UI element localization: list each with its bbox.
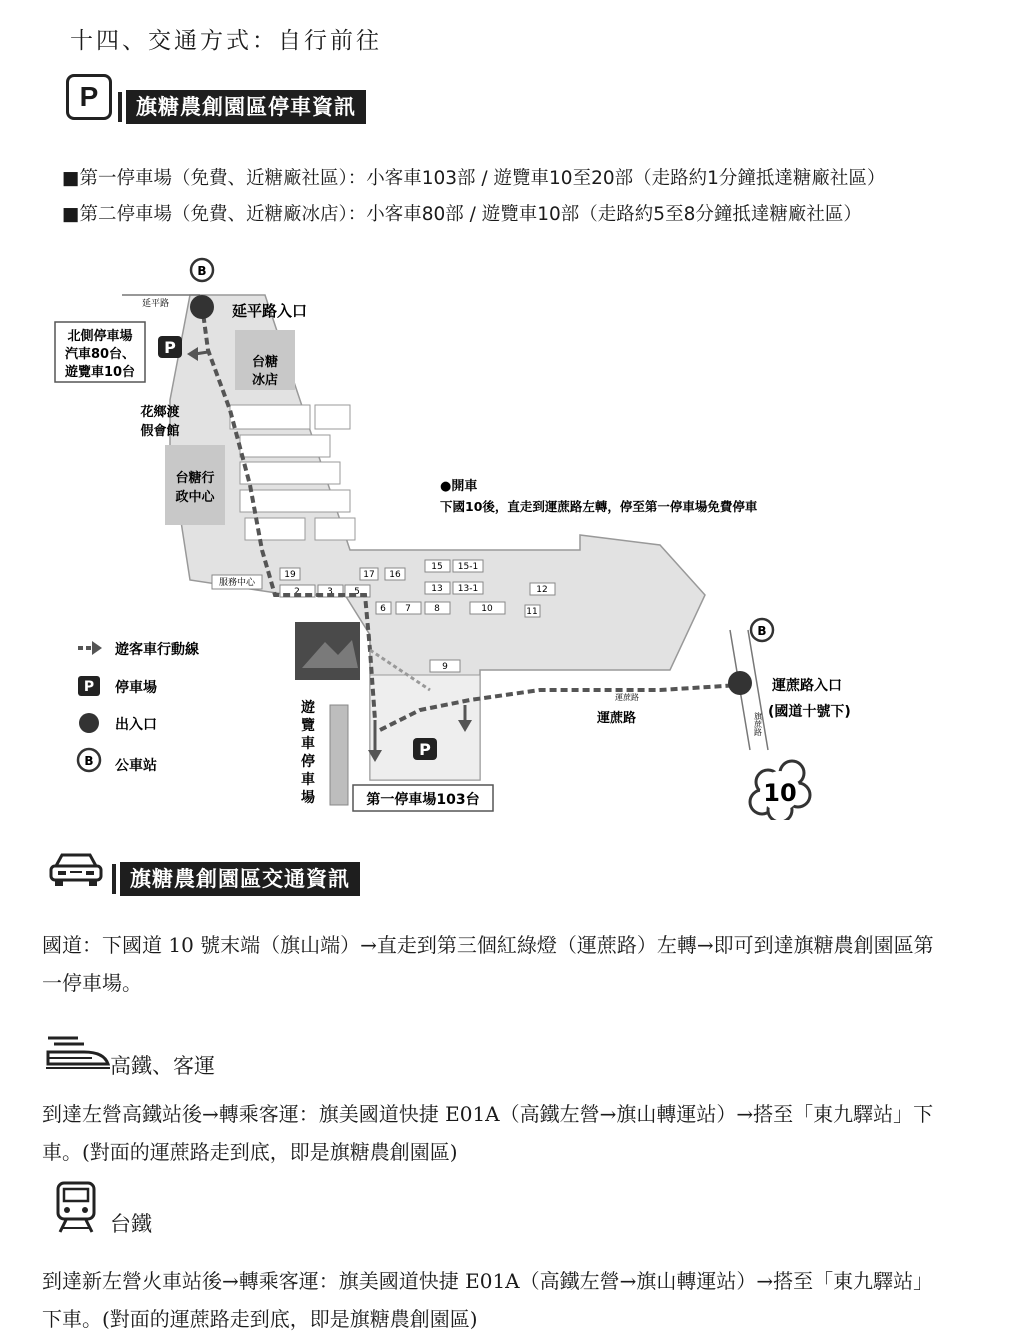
svg-text:遊覽車10台: 遊覽車10台 bbox=[64, 365, 136, 380]
section-heading: 十四、交通方式：自行前往 bbox=[70, 28, 382, 54]
park-map bbox=[40, 250, 900, 820]
drive-text: 下國10後，直走到運蔗路左轉，停至第一停車場免費停車 bbox=[440, 499, 758, 514]
hsr-label: 高鐵、客運 bbox=[110, 1054, 215, 1078]
svg-text:停車場: 停車場 bbox=[115, 680, 157, 696]
bus-parking-label bbox=[300, 699, 316, 806]
svg-text:出入口: 出入口 bbox=[115, 717, 157, 733]
arrow-icon bbox=[92, 641, 102, 655]
svg-text:花鄉渡: 花鄉渡 bbox=[140, 405, 180, 420]
transport-banner bbox=[112, 862, 360, 896]
svg-text:公車站: 公車站 bbox=[115, 758, 157, 774]
road-vertical-label: 旗蔗路 bbox=[753, 712, 763, 736]
parking-sign-icon: P bbox=[66, 74, 112, 120]
building-label: 11 bbox=[526, 607, 538, 617]
building-label: 2 bbox=[294, 587, 300, 597]
hsr-directions: 到達左營高鐵站後→轉乘客運：旗美國道快捷 E01A（高鐵左營→旗山轉運站）→搭至「東九驛站」下車。(對面的運蔗路走到底，即是旗糖農創園區) bbox=[42, 1102, 934, 1164]
svg-text:車: 車 bbox=[301, 736, 315, 752]
dot-icon bbox=[79, 713, 99, 733]
building-label: 12 bbox=[536, 585, 548, 595]
svg-text:政中心: 政中心 bbox=[175, 490, 215, 505]
entrance-north-dot bbox=[190, 295, 214, 319]
svg-text:運蔗路入口: 運蔗路入口 bbox=[772, 678, 842, 694]
building-label: 8 bbox=[434, 604, 440, 614]
svg-text:(國道十號下): (國道十號下) bbox=[768, 704, 851, 720]
building-label: 13-1 bbox=[457, 584, 479, 594]
highway-10-icon bbox=[750, 761, 810, 820]
building-label: 15-1 bbox=[457, 562, 479, 572]
building-label: 3 bbox=[327, 587, 333, 597]
svg-text:B: B bbox=[84, 754, 94, 768]
svg-text:台糖行: 台糖行 bbox=[175, 471, 215, 486]
svg-text:車: 車 bbox=[301, 772, 315, 788]
svg-text:10: 10 bbox=[763, 779, 797, 807]
svg-text:台糖: 台糖 bbox=[251, 355, 279, 370]
svg-text:假會館: 假會館 bbox=[140, 424, 180, 439]
building-label: 16 bbox=[389, 570, 401, 580]
svg-text:B: B bbox=[197, 264, 207, 278]
bus-parking-strip bbox=[330, 705, 348, 805]
building-label: 19 bbox=[284, 570, 296, 580]
entrance-north-label: 延平路入口 bbox=[232, 302, 308, 320]
tra-label: 台鐵 bbox=[110, 1212, 152, 1236]
parking-item-1: ■第一停車場（免費、近糖廠社區）：小客車103部 / 遊覽車10至20部（走路約1分鐘抵達糖廠社區） bbox=[62, 168, 886, 189]
parking-banner bbox=[118, 90, 366, 124]
building-label: 10 bbox=[481, 604, 493, 614]
tra-train-icon bbox=[54, 1180, 98, 1238]
svg-text:冰店: 冰店 bbox=[251, 373, 279, 388]
svg-text:遊: 遊 bbox=[301, 700, 315, 716]
service-center-label: 服務中心 bbox=[218, 578, 256, 588]
parking-item-2: ■第二停車場（免費、近糖廠冰店）：小客車80部 / 遊覽車10部（走路約5至8分鐘抵達糖廠社區） bbox=[62, 204, 862, 225]
building-label: 6 bbox=[380, 604, 386, 614]
entrance-east-dot bbox=[728, 671, 752, 695]
hsr-train-icon bbox=[44, 1030, 112, 1074]
building-label: 7 bbox=[405, 604, 411, 614]
svg-text:B: B bbox=[757, 624, 767, 638]
svg-text:P: P bbox=[164, 338, 176, 357]
road-name-label: 運蔗路 bbox=[597, 711, 637, 726]
svg-text:停: 停 bbox=[301, 754, 315, 770]
svg-text:P: P bbox=[419, 740, 431, 759]
street-top-label: 延平路 bbox=[142, 299, 170, 309]
drive-title: ●開車 bbox=[440, 479, 478, 494]
building-label: 17 bbox=[363, 570, 375, 580]
car-icon bbox=[48, 850, 104, 892]
building-label: 9 bbox=[442, 662, 448, 672]
svg-text:北側停車場: 北側停車場 bbox=[67, 329, 133, 344]
svg-text:覽: 覽 bbox=[301, 718, 315, 734]
transport-banner-label: 旗糖農創園區交通資訊 bbox=[120, 862, 360, 896]
building-label: 15 bbox=[431, 562, 443, 572]
svg-text:汽車80台、: 汽車80台、 bbox=[64, 347, 136, 362]
first-lot-label: 第一停車場103台 bbox=[366, 792, 480, 808]
building-label: 5 bbox=[354, 587, 360, 597]
svg-text:場: 場 bbox=[301, 790, 315, 806]
highway-directions: 國道：下國道 10 號末端（旗山端）→直走到第三個紅綠燈（運蔗路）左轉→即可到達旗糖農創園區第一停車場。 bbox=[42, 933, 934, 995]
svg-text:遊客車行動線: 遊客車行動線 bbox=[115, 642, 199, 658]
map-legend bbox=[78, 641, 199, 774]
building-label: 13 bbox=[431, 584, 443, 594]
parking-banner-label: 旗糖農創園區停車資訊 bbox=[126, 90, 366, 124]
road-small-label: 運蔗路 bbox=[615, 693, 639, 702]
tra-directions: 到達新左營火車站後→轉乘客運：旗美國道快捷 E01A（高鐵左營→旗山轉運站）→搭至「東九驛站」下車。(對面的運蔗路走到底，即是旗糖農創園區) bbox=[42, 1269, 934, 1331]
svg-text:P: P bbox=[83, 679, 95, 695]
